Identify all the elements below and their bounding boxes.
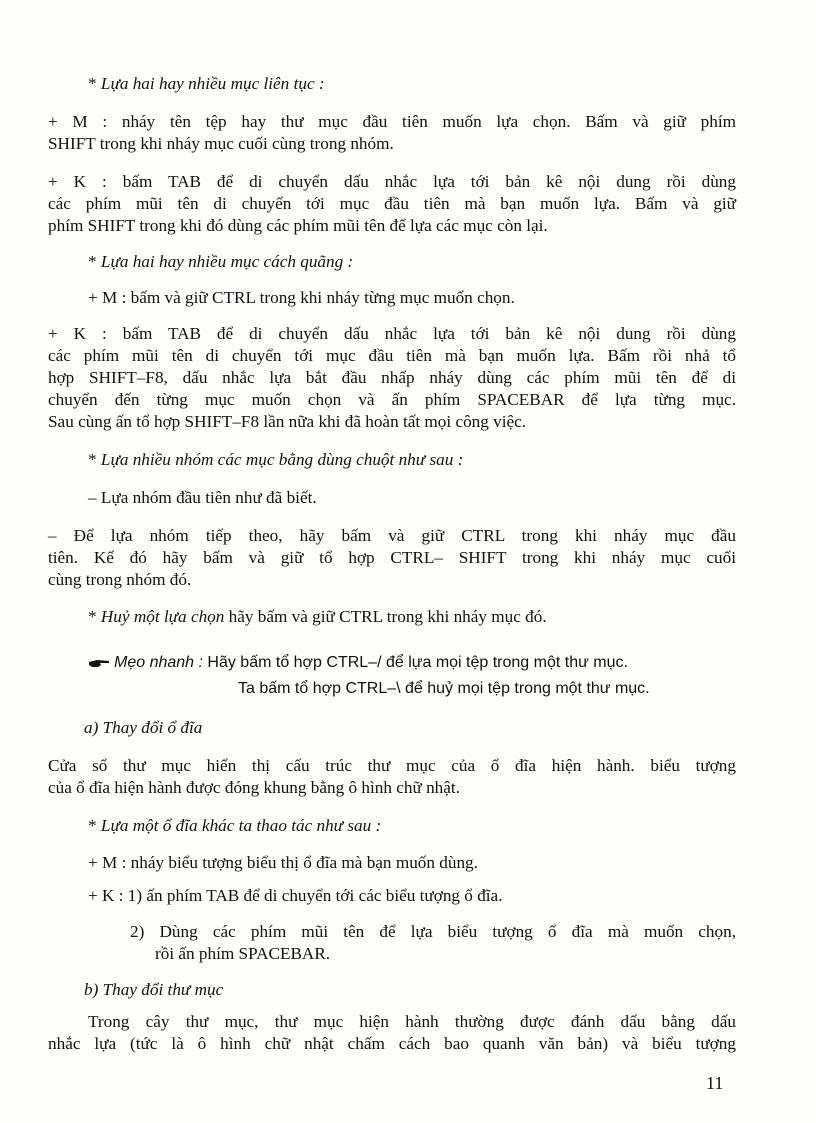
paragraph-line: phím SHIFT trong khi đó dùng các phím mũi tên để lựa các mục còn lại. xyxy=(48,216,548,235)
paragraph-line: + M : nháy tên tệp hay thư mục đầu tiên muốn lựa chọn. Bấm và giữ phím xyxy=(48,112,736,131)
section-heading-b: b) Thay đổi thư mục xyxy=(84,980,224,999)
bullet-star: * xyxy=(88,74,101,93)
subheading-text: Lựa một ổ đĩa khác ta thao tác như sau : xyxy=(100,816,382,835)
subheading-select-noncontiguous xyxy=(88,251,353,273)
paragraph-line: Trong cây thư mục, thư mục hiện hành thường được đánh dấu bằng dấu xyxy=(88,1012,736,1031)
paragraph-line: – Để lựa nhóm tiếp theo, hãy bấm và giữ CTRL trong khi nháy mục đầu xyxy=(48,526,736,545)
italic-term: Huỷ một lựa chọn xyxy=(100,607,225,626)
paragraph-line: SHIFT trong khi nháy mục cuối cùng trong nhóm. xyxy=(48,134,394,153)
paragraph-line: – Lựa nhóm đầu tiên như đã biết. xyxy=(88,488,317,507)
subheading-select-contiguous xyxy=(88,73,325,95)
pointing-hand-icon xyxy=(88,657,110,669)
bullet-star: * xyxy=(88,252,101,271)
paragraph-line: + K : bấm TAB để di chuyển dấu nhắc lựa tới bản kê nội dung rồi dùng xyxy=(48,172,736,191)
sentence-rest: hãy bấm và giữ CTRL trong khi nháy mục đó. xyxy=(224,607,547,626)
paragraph-line: + K : bấm TAB để di chuyển dấu nhắc lựa tới bản kê nội dung rồi dùng xyxy=(48,324,736,343)
subheading-text: Lựa nhiều nhóm các mục bằng dùng chuột như sau : xyxy=(100,450,464,469)
subheading-text: Lựa hai hay nhiều mục cách quãng : xyxy=(100,252,354,271)
paragraph-line: 2) Dùng các phím mũi tên để lựa biểu tượng ổ đĩa mà muốn chọn, xyxy=(130,922,736,941)
paragraph-line: + M : bấm và giữ CTRL trong khi nháy từng mục muốn chọn. xyxy=(88,288,515,307)
paragraph-line: + M : nháy biểu tượng biểu thị ổ đĩa mà bạn muốn dùng. xyxy=(88,853,478,872)
paragraph-line: chuyển đến từng mục muốn chọn và ấn phím SPACEBAR để lựa từng mục. xyxy=(48,390,736,409)
paragraph-line: hợp SHIFT–F8, dấu nhắc lựa bắt đầu nhấp nháy dùng các phím mũi tên để di xyxy=(48,368,736,387)
tip-line-2: Ta bấm tổ hợp CTRL–\ để huỷ mọi tệp trong một thư mục. xyxy=(238,680,650,697)
section-heading-a: a) Thay đổi ổ đĩa xyxy=(84,718,203,737)
bullet-star: * xyxy=(88,607,101,626)
paragraph-line: cùng trong nhóm đó. xyxy=(48,570,192,589)
paragraph-line: Cửa sổ thư mục hiển thị cấu trúc thư mục của ổ đĩa hiện hành. biểu tượng xyxy=(48,756,736,775)
bullet-star: * xyxy=(88,816,101,835)
paragraph-line: các phím mũi tên di chuyển tới mục đầu tiên mà bạn muốn lựa. Bấm và giữ xyxy=(48,194,736,213)
subheading-text: Lựa hai hay nhiều mục liên tục : xyxy=(100,74,325,93)
page-number: 11 xyxy=(706,1073,724,1093)
paragraph-line: các phím mũi tên di chuyển tới mục đầu tiên mà bạn muốn lựa. Bấm rồi nhả tổ xyxy=(48,346,736,365)
paragraph-line: + K : 1) ấn phím TAB để di chuyển tới các biểu tượng ổ đĩa. xyxy=(88,886,503,905)
bullet-star: * xyxy=(88,450,101,469)
paragraph-line: rồi ấn phím SPACEBAR. xyxy=(155,944,331,963)
tip-line-1 xyxy=(88,652,628,674)
paragraph-line: của ổ đĩa hiện hành được đóng khung bằng ô hình chữ nhật. xyxy=(48,778,460,797)
tip-text: Hãy bấm tổ hợp CTRL–/ để lựa mọi tệp trong một thư mục. xyxy=(202,654,628,671)
subheading-select-groups xyxy=(88,449,463,471)
paragraph-line: nhắc lựa (tức là ô hình chữ nhật chấm cách bao quanh văn bản) và biểu tượng xyxy=(48,1034,736,1053)
paragraph-line: Sau cùng ấn tổ hợp SHIFT–F8 lần nữa khi đã hoàn tất mọi công việc. xyxy=(48,412,527,431)
subheading-select-drive xyxy=(88,815,381,837)
paragraph-cancel-selection xyxy=(88,606,547,628)
tip-label: Mẹo nhanh : xyxy=(114,654,203,671)
paragraph-line: tiên. Kế đó hãy bấm và giữ tổ hợp CTRL– SHIFT trong khi nháy mục cuối xyxy=(48,548,736,567)
